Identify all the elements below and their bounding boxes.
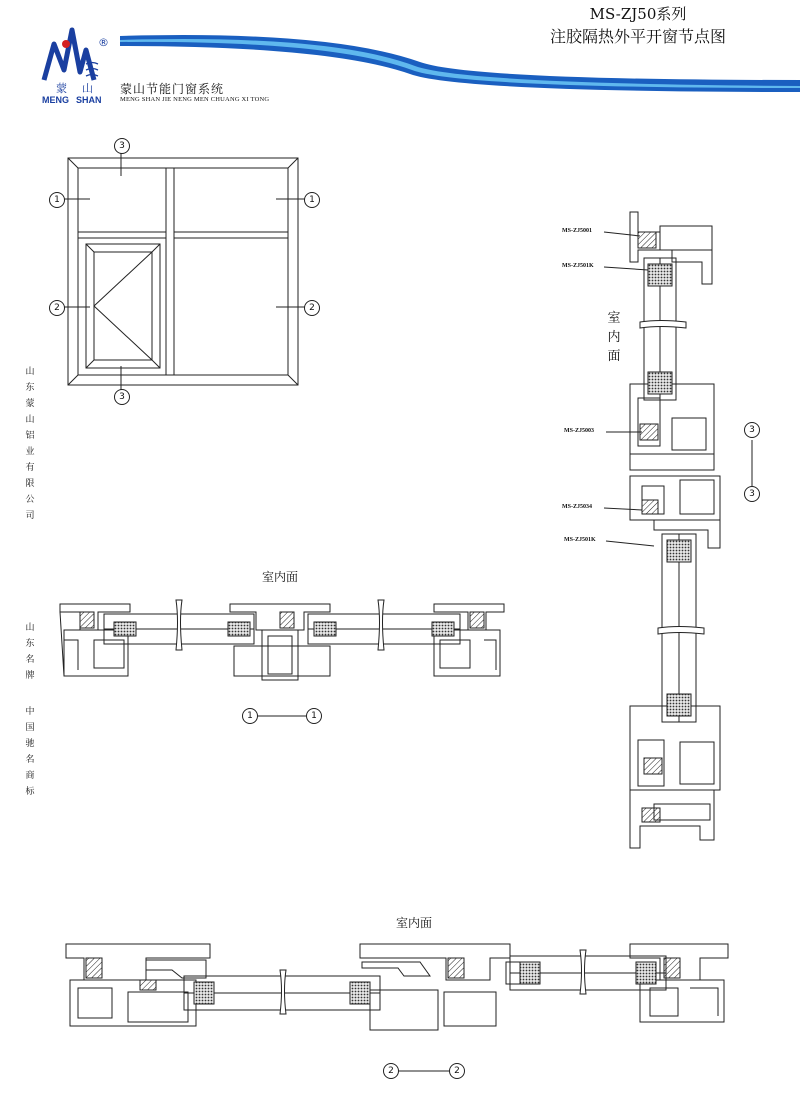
brand-name-cn: 蒙山节能门窗系统 (120, 82, 225, 96)
marker-section-1-end: 1 (306, 708, 322, 724)
marker-section-3-start: 3 (744, 422, 760, 438)
marker-1-right: 1 (304, 192, 320, 208)
code-sash: MS-ZJ5034 (562, 504, 592, 510)
logo-mark (44, 30, 98, 80)
marker-1-left: 1 (49, 192, 65, 208)
marker-2-right: 2 (304, 300, 320, 316)
logo-en-left: MENG (42, 95, 69, 105)
company-name: 山东蒙山铝业有限公司 (25, 367, 35, 521)
code-glazing-bead-bottom: MS-ZJ501K (564, 537, 596, 543)
section-1-1 (60, 600, 504, 716)
code-frame: MS-ZJ5001 (562, 228, 592, 234)
marker-section-2-end: 2 (449, 1063, 465, 1079)
brand-name-en: MENG SHAN JIE NENG MEN CHUANG XI TONG (120, 96, 270, 103)
indoor-label-section-3: 室内面 (607, 311, 621, 364)
indoor-label-section-1: 室内面 (262, 570, 299, 584)
logo-cn-right: 山 (82, 82, 93, 95)
trademark-award: 中国驰名商标 (25, 707, 35, 797)
marker-2-left: 2 (49, 300, 65, 316)
registered-mark: ® (98, 36, 109, 49)
code-glazing-bead-top: MS-ZJ501K (562, 263, 594, 269)
section-2-2 (66, 944, 728, 1071)
brand-award: 山东名牌 (25, 623, 35, 681)
marker-section-3-end: 3 (744, 486, 760, 502)
code-mullion: MS-ZJ5003 (564, 428, 594, 434)
series-title: MS-ZJ50系列 (589, 5, 687, 23)
drawing-title: 注胶隔热外平开窗节点图 (549, 27, 726, 46)
logo-cn-left: 蒙 (56, 82, 67, 95)
window-elevation (64, 152, 306, 391)
section-3-3 (604, 212, 752, 848)
marker-section-2-start: 2 (383, 1063, 399, 1079)
indoor-label-section-2: 室内面 (396, 916, 433, 930)
marker-section-1-start: 1 (242, 708, 258, 724)
logo-en-right: SHAN (76, 95, 102, 105)
marker-3-bottom: 3 (114, 389, 130, 405)
marker-3-top: 3 (114, 138, 130, 154)
